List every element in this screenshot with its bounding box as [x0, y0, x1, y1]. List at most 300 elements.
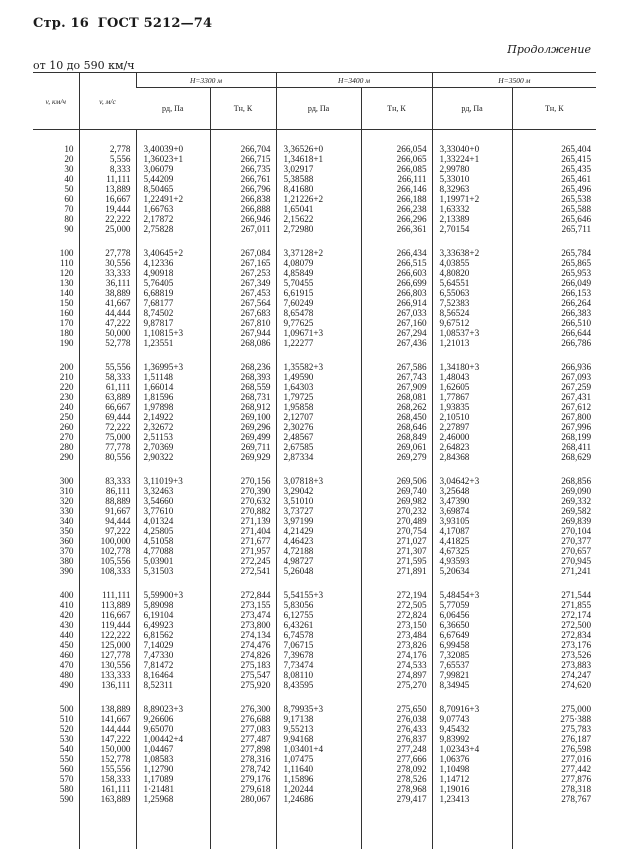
pressure-3400-cell: 3,07818+3 [276, 476, 361, 486]
temp-3300-cell: 267,253 [210, 268, 276, 278]
table-row [33, 764, 596, 774]
table-row [33, 194, 596, 204]
pressure-3300-cell: 8,74502 [136, 308, 210, 318]
temp-3400-cell: 272,194 [361, 590, 432, 600]
temp-3300-cell: 270,156 [210, 476, 276, 486]
temp-3500-cell: 268,411 [512, 442, 596, 452]
temp-3300-cell: 266,888 [210, 204, 276, 214]
temp-3300-cell: 267,564 [210, 298, 276, 308]
col-pressure-3300: pд, Па [136, 88, 210, 130]
temp-3500-cell: 267,431 [512, 392, 596, 402]
temp-3400-cell: 267,294 [361, 328, 432, 338]
spacer-cell [276, 462, 361, 476]
pressure-3300-cell: 1,36995+3 [136, 362, 210, 372]
pressure-3400-cell: 3,29042 [276, 486, 361, 496]
temp-3500-cell: 266,510 [512, 318, 596, 328]
pressure-3500-cell: 8,32963 [432, 184, 512, 194]
speed-kmh-cell: 110 [60, 258, 74, 268]
row-spacer [33, 804, 596, 849]
pressure-3400-cell: 5,70455 [276, 278, 361, 288]
pressure-3300-cell: 5,59900+3 [136, 590, 210, 600]
pressure-3500-cell: 6,36650 [432, 620, 512, 630]
temp-3300-cell: 273,800 [210, 620, 276, 630]
temp-3300-cell: 278,316 [210, 754, 276, 764]
speed-ms-cell: 94,444 [79, 516, 136, 526]
pressure-3400-cell: 3,73727 [276, 506, 361, 516]
temp-3400-cell: 269,982 [361, 496, 432, 506]
pressure-3400-cell: 1,22277 [276, 338, 361, 348]
speed-kmh-cell: 540 [59, 744, 74, 754]
table-row [33, 714, 596, 724]
pressure-3500-cell: 2,46000 [432, 432, 512, 442]
table-row [33, 318, 596, 328]
table-row [33, 452, 596, 462]
pressure-3400-cell: 5,54155+3 [276, 590, 361, 600]
temp-3500-cell: 266,264 [512, 298, 596, 308]
table-row [33, 556, 596, 566]
speed-kmh-cell: 10 [64, 144, 74, 154]
speed-kmh-cell: 220 [59, 382, 74, 392]
temp-3500-cell: 275,000 [512, 704, 596, 714]
temp-3300-cell: 270,390 [210, 486, 276, 496]
speed-ms-cell: 102,778 [79, 546, 136, 556]
spacer-cell [136, 804, 210, 849]
pressure-3500-cell: 1,63332 [432, 204, 512, 214]
pressure-3400-cell: 9,94168 [276, 734, 361, 744]
pressure-3400-cell: 5,38588 [276, 174, 361, 184]
col-speed-kmh: v, км/ч [33, 73, 79, 130]
pressure-3300-cell: 5,76405 [136, 278, 210, 288]
temp-3400-cell: 267,909 [361, 382, 432, 392]
pressure-3300-cell: 3,40645+2 [136, 248, 210, 258]
page-header [33, 16, 212, 31]
temp-3400-cell: 273,484 [361, 630, 432, 640]
temp-3500-cell: 267,800 [512, 412, 596, 422]
pressure-3500-cell: 1,93835 [432, 402, 512, 412]
temp-3500-cell: 270,104 [512, 526, 596, 536]
temp-3500-cell: 265,404 [512, 144, 596, 154]
pressure-3500-cell: 6,06456 [432, 610, 512, 620]
spacer-cell [432, 130, 512, 145]
table-row [33, 174, 596, 184]
spacer-cell [361, 462, 432, 476]
temp-3400-cell: 266,065 [361, 154, 432, 164]
page-label: Стр. 16 [33, 16, 90, 31]
pressure-3500-cell: 7,65537 [432, 660, 512, 670]
temp-3300-cell: 268,236 [210, 362, 276, 372]
speed-kmh-cell: 150 [59, 298, 74, 308]
table-row [33, 308, 596, 318]
pressure-3400-cell: 2,30276 [276, 422, 361, 432]
temp-3400-cell: 268,849 [361, 432, 432, 442]
pressure-3300-cell: 2,17872 [136, 214, 210, 224]
pressure-3300-cell: 2,51153 [136, 432, 210, 442]
temp-3500-cell: 268,629 [512, 452, 596, 462]
temp-3300-cell: 272,541 [210, 566, 276, 576]
speed-ms-cell: 141,667 [79, 714, 136, 724]
temp-3300-cell: 278,742 [210, 764, 276, 774]
table-row [33, 432, 596, 442]
pressure-3500-cell: 4,41825 [432, 536, 512, 546]
pressure-3500-cell: 6,67649 [432, 630, 512, 640]
pressure-3400-cell: 8,08110 [276, 670, 361, 680]
spacer-cell [79, 348, 136, 362]
pressure-3500-cell: 3,25648 [432, 486, 512, 496]
temp-3400-cell: 278,526 [361, 774, 432, 784]
speed-ms-cell: 41,667 [79, 298, 136, 308]
pressure-3500-cell: 7,32085 [432, 650, 512, 660]
pressure-3300-cell: 4,77088 [136, 546, 210, 556]
pressure-3300-cell: 1,00442+4 [136, 734, 210, 744]
temp-3300-cell: 266,796 [210, 184, 276, 194]
pressure-3400-cell: 1,20244 [276, 784, 361, 794]
pressure-3500-cell: 9,07743 [432, 714, 512, 724]
speed-ms-cell: 63,889 [79, 392, 136, 402]
pressure-3400-cell: 2,15622 [276, 214, 361, 224]
temp-3400-cell: 267,436 [361, 338, 432, 348]
pressure-3300-cell: 2,90322 [136, 452, 210, 462]
temp-3400-cell: 268,646 [361, 422, 432, 432]
temp-3400-cell: 276,038 [361, 714, 432, 724]
pressure-3500-cell: 8,56524 [432, 308, 512, 318]
spacer-cell [276, 348, 361, 362]
speed-ms-cell: 83,333 [79, 476, 136, 486]
pressure-3500-cell: 9,45432 [432, 724, 512, 734]
pressure-3400-cell: 2,48567 [276, 432, 361, 442]
temp-3300-cell: 267,453 [210, 288, 276, 298]
pressure-3300-cell: 1,22491+2 [136, 194, 210, 204]
temp-3400-cell: 274,897 [361, 670, 432, 680]
spacer-cell [276, 130, 361, 145]
temp-3500-cell: 265,784 [512, 248, 596, 258]
pressure-3300-cell: 7,81472 [136, 660, 210, 670]
pressure-3300-cell: 8,50465 [136, 184, 210, 194]
table-row [33, 442, 596, 452]
temp-3500-cell: 274,620 [512, 680, 596, 690]
temp-3300-cell: 277,898 [210, 744, 276, 754]
pressure-3500-cell: 6,99458 [432, 640, 512, 650]
table-row [33, 630, 596, 640]
pressure-3500-cell: 6,55063 [432, 288, 512, 298]
row-spacer [33, 130, 596, 145]
spacer-cell [361, 130, 432, 145]
pressure-3300-cell: 7,14029 [136, 640, 210, 650]
speed-ms-cell: 33,333 [79, 268, 136, 278]
temp-3500-cell: 265,588 [512, 204, 596, 214]
spacer-cell [432, 462, 512, 476]
speed-ms-cell: 80,556 [79, 452, 136, 462]
temp-3500-cell: 266,786 [512, 338, 596, 348]
speed-kmh-cell: 310 [59, 486, 74, 496]
pressure-3300-cell: 6,49923 [136, 620, 210, 630]
table-row [33, 600, 596, 610]
spacer-cell [210, 576, 276, 590]
pressure-3300-cell: 8,16464 [136, 670, 210, 680]
spacer-cell [361, 234, 432, 248]
spacer-cell [432, 348, 512, 362]
pressure-3300-cell: 2,32672 [136, 422, 210, 432]
speed-kmh-cell: 530 [59, 734, 74, 744]
table-row [33, 774, 596, 784]
spacer-cell [432, 576, 512, 590]
speed-ms-cell: 44,444 [79, 308, 136, 318]
pressure-3300-cell: 1,08583 [136, 754, 210, 764]
speed-kmh-cell: 410 [59, 600, 74, 610]
temp-3300-cell: 274,476 [210, 640, 276, 650]
speed-ms-cell: 105,556 [79, 556, 136, 566]
speed-kmh-cell: 370 [59, 546, 74, 556]
table-row [33, 526, 596, 536]
table-row [33, 268, 596, 278]
temp-3500-cell: 266,383 [512, 308, 596, 318]
temp-3400-cell: 271,307 [361, 546, 432, 556]
col-pressure-3500: pд, Па [432, 88, 512, 130]
pressure-3300-cell: 3,06079 [136, 164, 210, 174]
pressure-3500-cell: 3,47390 [432, 496, 512, 506]
temp-3400-cell: 278,092 [361, 764, 432, 774]
temp-3400-cell: 272,824 [361, 610, 432, 620]
speed-kmh-cell: 280 [59, 442, 74, 452]
pressure-3400-cell: 6,61915 [276, 288, 361, 298]
temp-3400-cell: 271,027 [361, 536, 432, 546]
col-temp-3300: Tн, К [210, 88, 276, 130]
speed-kmh-cell: 380 [59, 556, 74, 566]
speed-kmh-cell: 160 [59, 308, 74, 318]
pressure-3500-cell: 1,62605 [432, 382, 512, 392]
pressure-3400-cell: 4,98727 [276, 556, 361, 566]
row-spacer [33, 234, 596, 248]
temp-3400-cell: 270,754 [361, 526, 432, 536]
speed-ms-cell: 147,222 [79, 734, 136, 744]
speed-ms-cell: 8,333 [79, 164, 136, 174]
pressure-3300-cell: 6,81562 [136, 630, 210, 640]
spacer-cell [210, 234, 276, 248]
speed-ms-cell: 97,222 [79, 526, 136, 536]
spacer-cell [512, 804, 596, 849]
row-spacer [33, 690, 596, 704]
spacer-cell [210, 462, 276, 476]
spacer-cell [361, 348, 432, 362]
pressure-3400-cell: 1,35582+3 [276, 362, 361, 372]
spacer-cell [33, 130, 79, 145]
col-speed-ms: v, м/с [79, 73, 136, 130]
pressure-3300-cell: 1,25968 [136, 794, 210, 804]
pressure-3400-cell: 1,34618+1 [276, 154, 361, 164]
temp-3300-cell: 275,920 [210, 680, 276, 690]
col-temp-3400: Tн, К [361, 88, 432, 130]
temp-3400-cell: 278,968 [361, 784, 432, 794]
table-row [33, 204, 596, 214]
table-body [33, 130, 596, 849]
temp-3400-cell: 269,279 [361, 452, 432, 462]
temp-3300-cell: 266,838 [210, 194, 276, 204]
table-row [33, 680, 596, 690]
pressure-3500-cell: 4,80820 [432, 268, 512, 278]
speed-kmh-cell: 120 [59, 268, 74, 278]
table-row [33, 516, 596, 526]
table-row [33, 144, 596, 154]
temp-3400-cell: 266,914 [361, 298, 432, 308]
table-row [33, 620, 596, 630]
speed-kmh-cell: 20 [64, 154, 74, 164]
pressure-3300-cell: 2,70369 [136, 442, 210, 452]
speed-ms-cell: 38,889 [79, 288, 136, 298]
speed-ms-cell: 91,667 [79, 506, 136, 516]
temp-3400-cell: 267,743 [361, 372, 432, 382]
temp-3500-cell: 265,435 [512, 164, 596, 174]
pressure-3500-cell: 2,13389 [432, 214, 512, 224]
pressure-3500-cell: 5,48454+3 [432, 590, 512, 600]
temp-3500-cell: 265,711 [512, 224, 596, 234]
temp-3300-cell: 274,134 [210, 630, 276, 640]
spacer-cell [210, 690, 276, 704]
pressure-3300-cell: 3,32463 [136, 486, 210, 496]
temp-3500-cell: 269,582 [512, 506, 596, 516]
pressure-3300-cell: 7,68177 [136, 298, 210, 308]
temp-3300-cell: 269,296 [210, 422, 276, 432]
temp-3500-cell: 269,332 [512, 496, 596, 506]
speed-ms-cell: 25,000 [79, 224, 136, 234]
table-row [33, 590, 596, 600]
speed-ms-cell: 52,778 [79, 338, 136, 348]
spacer-cell [79, 804, 136, 849]
speed-ms-cell: 86,111 [79, 486, 136, 496]
table-row [33, 382, 596, 392]
table-row [33, 362, 596, 372]
speed-kmh-cell: 170 [59, 318, 74, 328]
temp-3400-cell: 276,837 [361, 734, 432, 744]
spacer-cell [432, 690, 512, 704]
speed-kmh-cell: 240 [59, 402, 74, 412]
speed-ms-cell: 144,444 [79, 724, 136, 734]
temp-3500-cell: 265,538 [512, 194, 596, 204]
pressure-3500-cell: 1,77867 [432, 392, 512, 402]
pressure-3300-cell: 6,19104 [136, 610, 210, 620]
pressure-3400-cell: 2,87334 [276, 452, 361, 462]
pressure-3400-cell: 8,41680 [276, 184, 361, 194]
pressure-3400-cell: 6,12755 [276, 610, 361, 620]
pressure-3500-cell: 2,84368 [432, 452, 512, 462]
pressure-3400-cell: 9,77625 [276, 318, 361, 328]
table-row [33, 566, 596, 576]
pressure-3500-cell: 2,10510 [432, 412, 512, 422]
temp-3300-cell: 268,912 [210, 402, 276, 412]
temp-3300-cell: 268,086 [210, 338, 276, 348]
temp-3300-cell: 271,404 [210, 526, 276, 536]
temp-3400-cell: 271,891 [361, 566, 432, 576]
pressure-3300-cell: 1·21481 [136, 784, 210, 794]
temp-3400-cell: 272,505 [361, 600, 432, 610]
spacer-cell [432, 234, 512, 248]
pressure-3300-cell: 1,81596 [136, 392, 210, 402]
temp-3500-cell: 267,996 [512, 422, 596, 432]
pressure-3300-cell: 1,66763 [136, 204, 210, 214]
temp-3400-cell: 266,296 [361, 214, 432, 224]
speed-kmh-cell: 590 [59, 794, 74, 804]
table-row [33, 278, 596, 288]
speed-ms-cell: 158,333 [79, 774, 136, 784]
temp-3500-cell: 265,865 [512, 258, 596, 268]
pressure-3500-cell: 4,93593 [432, 556, 512, 566]
temp-3300-cell: 267,683 [210, 308, 276, 318]
speed-kmh-cell: 450 [59, 640, 74, 650]
spacer-cell [361, 804, 432, 849]
table-row [33, 536, 596, 546]
speed-kmh-cell: 440 [59, 630, 74, 640]
speed-kmh-cell: 260 [59, 422, 74, 432]
temp-3300-cell: 266,946 [210, 214, 276, 224]
pressure-3500-cell: 4,17087 [432, 526, 512, 536]
pressure-3300-cell: 1,51148 [136, 372, 210, 382]
speed-kmh-cell: 500 [59, 704, 74, 714]
pressure-3400-cell: 8,79935+3 [276, 704, 361, 714]
pressure-3500-cell: 1,08537+3 [432, 328, 512, 338]
pressure-3400-cell: 3,37128+2 [276, 248, 361, 258]
spacer-cell [210, 130, 276, 145]
speed-kmh-cell: 350 [59, 526, 74, 536]
temp-3300-cell: 266,761 [210, 174, 276, 184]
speed-ms-cell: 130,556 [79, 660, 136, 670]
altitude-header-3500: H=3500 м [432, 73, 596, 88]
temp-3400-cell: 275,650 [361, 704, 432, 714]
temp-3300-cell: 269,929 [210, 452, 276, 462]
table-row [33, 496, 596, 506]
pressure-3500-cell: 2,64823 [432, 442, 512, 452]
pressure-3400-cell: 6,74578 [276, 630, 361, 640]
temp-3400-cell: 277,248 [361, 744, 432, 754]
temp-3400-cell: 274,176 [361, 650, 432, 660]
pressure-3400-cell: 7,39678 [276, 650, 361, 660]
temp-3500-cell: 276,598 [512, 744, 596, 754]
pressure-3400-cell: 7,73474 [276, 660, 361, 670]
col-pressure-3400: pд, Па [276, 88, 361, 130]
table-row [33, 754, 596, 764]
pressure-3500-cell: 1,14712 [432, 774, 512, 784]
speed-ms-cell: 61,111 [79, 382, 136, 392]
speed-ms-cell: 2,778 [79, 144, 136, 154]
pressure-3400-cell: 7,60249 [276, 298, 361, 308]
row-spacer [33, 576, 596, 590]
pressure-3400-cell: 3,36526+0 [276, 144, 361, 154]
speed-ms-cell: 36,111 [79, 278, 136, 288]
pressure-3500-cell: 7,99821 [432, 670, 512, 680]
pressure-3400-cell: 2,67585 [276, 442, 361, 452]
temp-3400-cell: 269,506 [361, 476, 432, 486]
temp-3500-cell: 272,174 [512, 610, 596, 620]
temp-3500-cell: 269,090 [512, 486, 596, 496]
speed-kmh-cell: 200 [59, 362, 74, 372]
pressure-3500-cell: 1,06376 [432, 754, 512, 764]
pressure-3400-cell: 7,06715 [276, 640, 361, 650]
temp-3400-cell: 273,826 [361, 640, 432, 650]
speed-kmh-cell: 560 [59, 764, 74, 774]
table-row [33, 704, 596, 714]
temp-3300-cell: 279,618 [210, 784, 276, 794]
speed-kmh-cell: 360 [59, 536, 74, 546]
temp-3400-cell: 277,666 [361, 754, 432, 764]
speed-ms-cell: 127,778 [79, 650, 136, 660]
spacer-cell [361, 576, 432, 590]
pressure-3300-cell: 9,87817 [136, 318, 210, 328]
pressure-3400-cell: 4,46423 [276, 536, 361, 546]
speed-ms-cell: 30,556 [79, 258, 136, 268]
speed-ms-cell: 19,444 [79, 204, 136, 214]
temp-3500-cell: 277,016 [512, 754, 596, 764]
table-row [33, 650, 596, 660]
table-row [33, 506, 596, 516]
table-row [33, 422, 596, 432]
speed-ms-cell: 163,889 [79, 794, 136, 804]
